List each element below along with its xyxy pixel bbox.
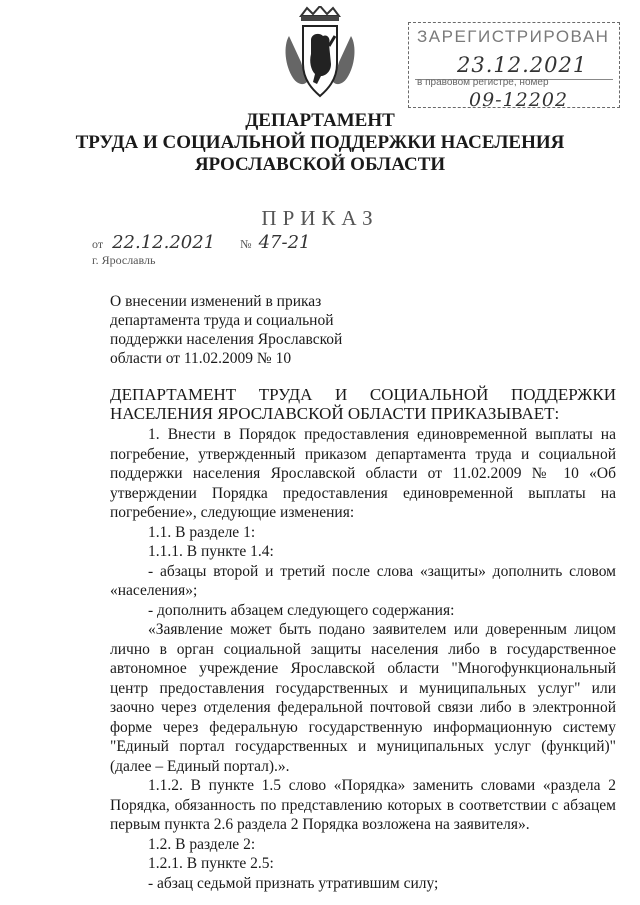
number-label: № <box>240 237 252 251</box>
paragraph: 1. Внести в Порядок предоставления единовременной выплаты на погребение, утвержденный приказом департамента труда и социальной поддержки населения Ярославской области от 11.02.2009 № 10 «Об утверждении Порядка предоставления единовременной выплаты на погребение», следующие изменения: <box>110 426 616 521</box>
paragraph: - дополнить абзацем следующего содержания: <box>148 601 455 619</box>
order-body <box>110 425 616 893</box>
city: г. Ярославль <box>92 253 156 267</box>
department-title-line3: ЯРОСЛАВСКОЙ ОБЛАСТИ <box>194 154 446 175</box>
order-date: 22.12.2021 <box>112 232 216 253</box>
subject-block <box>110 292 342 368</box>
paragraph: 1.1.1. В пункте 1.4: <box>148 543 274 560</box>
coat-of-arms-emblem <box>281 6 359 102</box>
paragraph: - абзац седьмой признать утратившим силу; <box>148 874 439 892</box>
order-preamble: ДЕПАРТАМЕНТ ТРУДА И СОЦИАЛЬНОЙ ПОДДЕРЖКИ НАСЕЛЕНИЯ ЯРОСЛАВСКОЙ ОБЛАСТИ ПРИКАЗЫВАЕТ: <box>110 385 616 423</box>
stamp-note: в правовом регистре, номер <box>417 77 549 88</box>
stamp-number: 09-12202 <box>469 89 569 111</box>
stamp-title: ЗАРЕГИСТРИРОВАН <box>417 27 610 46</box>
document-type: ПРИКАЗ <box>261 206 379 230</box>
paragraph: 1.2. В разделе 2: <box>148 835 256 853</box>
from-label: от <box>92 237 104 251</box>
order-date-line <box>92 232 311 253</box>
subject-line: департамента труда и социальной <box>110 312 334 329</box>
paragraph: 1.1.2. В пункте 1.5 слово «Порядка» заменить словами «раздела 2 Порядка, обязанность по представлению которых в соответствии с абзацем первым пункта 2.6 раздела 2 Порядка возложена на заявителя». <box>110 777 616 833</box>
stamp-date: 23.12.2021 <box>457 53 588 77</box>
subject-line: О внесении изменений в приказ <box>110 293 322 310</box>
department-title-line2: ТРУДА И СОЦИАЛЬНОЙ ПОДДЕРЖКИ НАСЕЛЕНИЯ <box>75 132 565 153</box>
paragraph: 1.1. В разделе 1: <box>148 523 256 541</box>
department-title-line1: ДЕПАРТАМЕНТ <box>245 110 395 131</box>
paragraph: 1.2.1. В пункте 2.5: <box>148 855 274 872</box>
subject-line: области от 11.02.2009 № 10 <box>110 350 292 367</box>
paragraph: «Заявление может быть подано заявителем или доверенным лицом лично в орган социальной защиты населения либо в государственное автономное учреждение Ярославской области "Многофункциональный центр предоставления государственных и муниципальных услуг" или заочно через отделения федеральной почтовой связи либо в электронной форме через федеральную государственную информационную систему "Единый портал государственных и муниципальных услуг (функций)" (далее – Единый портал).». <box>110 621 616 775</box>
paragraph: - абзацы второй и третий после слова «защиты» дополнить словом «населения»; <box>110 562 616 599</box>
order-number: 47-21 <box>258 232 311 253</box>
registration-stamp <box>408 22 620 111</box>
subject-line: поддержки населения Ярославской <box>110 331 343 348</box>
